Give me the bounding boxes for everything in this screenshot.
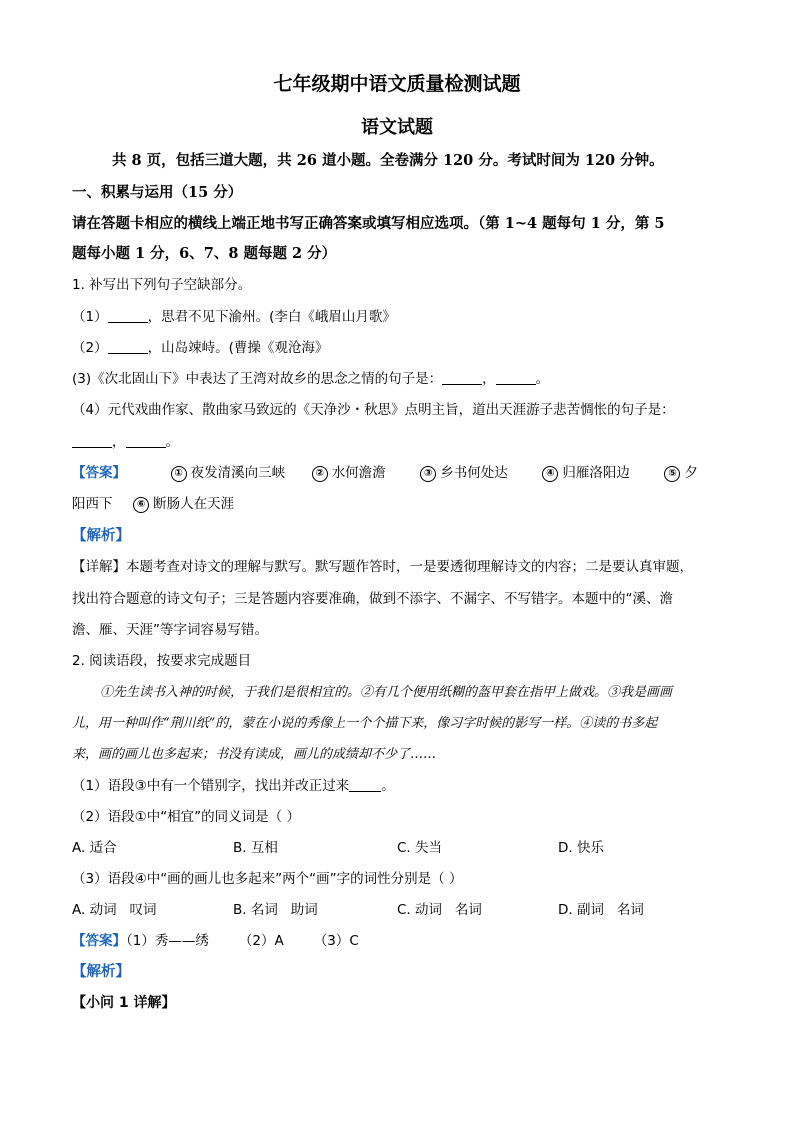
answer-blank[interactable] — [442, 370, 482, 385]
circle-number: ⑥ — [133, 497, 149, 513]
q1-sub2 — [72, 338, 328, 358]
q1-detail-line1 — [72, 557, 693, 577]
q2-stem: 2. 阅读语段，按要求完成题目 — [72, 653, 252, 669]
q1-sub2-suffix: ，山岛竦峙。(曹操《观沧海》 — [147, 340, 329, 356]
answer-blank[interactable] — [349, 777, 381, 792]
section1-instruction-line2: 题每小题 1 分，6、7、8 题每题 2 分） — [72, 245, 337, 262]
answer-tag: 【答案】 — [72, 465, 126, 481]
answer-text: 归雁洛阳边 — [562, 465, 630, 481]
q1-sub3-prefix: (3)《次北固山下》中表达了王湾对故乡的思念之情的句子是： — [72, 371, 443, 387]
q1-sub1-suffix: ，思君不见下渝州。(李白《峨眉山月歌》 — [147, 309, 396, 325]
q1-sub1 — [72, 307, 396, 327]
answer-item — [171, 463, 286, 483]
q1-answer-line2 — [72, 494, 234, 514]
answer-item — [312, 463, 386, 483]
q2-sub2-option-b[interactable]: B. 互相 — [233, 840, 278, 856]
answer-blank[interactable] — [108, 308, 148, 323]
answer-text: 水何澹澹 — [331, 465, 386, 481]
circle-number: ⑤ — [664, 466, 680, 482]
circle-number: ③ — [420, 466, 436, 482]
q1-sub4-period: 。 — [165, 434, 179, 450]
q2-small-question-heading: 【小问 1 详解】 — [72, 995, 176, 1011]
q1-sub4-line1: （4）元代戏曲作家、散曲家马致远的《天净沙・秋思》点明主旨，道出天涯游子悲苦惆怅的句子是： — [72, 402, 675, 418]
q2-sub1 — [72, 776, 395, 796]
q2-sub2-option-d[interactable]: D. 快乐 — [558, 840, 604, 856]
q2-passage-line3: 来，画的画儿也多起来；书没有读成，画儿的成绩却不少了…… — [72, 747, 437, 762]
q2-answer — [72, 931, 359, 951]
analysis-tag: 【解析】 — [72, 964, 130, 980]
q1-detail-line2: 找出符合题意的诗文句子；三是答题内容要准确，做到不添字、不漏字、不写错字。本题中的“溪、澹 — [72, 591, 673, 607]
section1-heading: 一、积累与运用（15 分） — [72, 184, 243, 201]
answer-blank[interactable] — [72, 433, 112, 448]
q1-sub4-line2 — [72, 432, 179, 452]
analysis-tag: 【解析】 — [72, 528, 130, 544]
circle-number: ④ — [542, 466, 558, 482]
q2-passage-line2: 儿，用一种叫作“荆川纸”的，蒙在小说的秀像上一个个描下来，像习字时候的影写一样。④读的书多起 — [72, 716, 658, 731]
page-subtitle: 语文试题 — [361, 117, 433, 138]
q2-sub1-period: 。 — [381, 778, 395, 794]
q2-passage-line1: ①先生读书入神的时候，于我们是很相宜的。②有几个便用纸糊的盔甲套在指甲上做戏。③我是画画 — [100, 685, 673, 700]
exam-intro: 共 8 页，包括三道大题，共 26 道小题。全卷满分 120 分。考试时间为 120 分钟。 — [112, 152, 664, 169]
page-title: 七年级期中语文质量检测试题 — [273, 73, 521, 95]
answer-blank[interactable] — [126, 433, 166, 448]
q1-sub4-comma: ， — [112, 434, 126, 450]
answer-text: 阳西下 — [72, 496, 113, 512]
circle-number: ① — [171, 466, 187, 482]
q2-sub3: （3）语段④中“画的画儿也多起来”两个“画”字的词性分别是（ ） — [72, 871, 463, 887]
answer-blank[interactable] — [496, 370, 536, 385]
answer-text: 夕 — [684, 465, 698, 481]
q2-sub2-option-c[interactable]: C. 失当 — [397, 840, 443, 856]
q2-sub3-option-b[interactable]: B. 名词 助词 — [233, 902, 318, 918]
q1-sub3 — [72, 369, 549, 389]
answer-tag: 【答案】 — [72, 933, 126, 949]
section1-instruction-line1: 请在答题卡相应的横线上端正地书写正确答案或填写相应选项。（第 1~4 题每句 1 分，第 5 — [72, 215, 665, 232]
q1-sub3-comma: ， — [482, 371, 496, 387]
q2-sub3-option-c[interactable]: C. 动词 名词 — [397, 902, 482, 918]
circle-number: ② — [312, 466, 328, 482]
q1-answer-line1 — [72, 463, 698, 483]
answer-text: 乡书何处达 — [440, 465, 508, 481]
q2-sub2: （2）语段①中“相宜”的同义词是（ ） — [72, 809, 300, 825]
answer-blank[interactable] — [108, 339, 148, 354]
q1-sub1-prefix: （1） — [72, 309, 108, 325]
q2-sub3-option-d[interactable]: D. 副词 名词 — [558, 902, 644, 918]
answer-text: 夜发清溪向三峡 — [190, 465, 286, 481]
q2-sub2-option-a[interactable]: A. 适合 — [72, 840, 117, 856]
answer-item — [664, 463, 698, 483]
q1-detail-line3: 澹、雁、天涯”等字词容易写错。 — [72, 622, 268, 638]
q1-sub3-period: 。 — [535, 371, 550, 387]
answer-text: 断肠人在天涯 — [153, 496, 235, 512]
answer-item — [542, 463, 630, 483]
q2-sub3-option-a[interactable]: A. 动词 叹词 — [72, 902, 157, 918]
q2-sub1-text: （1）语段③中有一个错别字，找出并改正过来 — [72, 778, 350, 794]
q2-answer-text: （1）秀——绣 （2）A （3）C — [126, 933, 359, 949]
detail-text: 【详解】本题考查对诗文的理解与默写。默写题作答时，一是要透彻理解诗文的内容；二是要认真审题， — [72, 559, 693, 575]
q1-stem: 1. 补写出下列句子空缺部分。 — [72, 277, 252, 293]
q1-sub2-prefix: （2） — [72, 340, 108, 356]
answer-item — [420, 463, 508, 483]
